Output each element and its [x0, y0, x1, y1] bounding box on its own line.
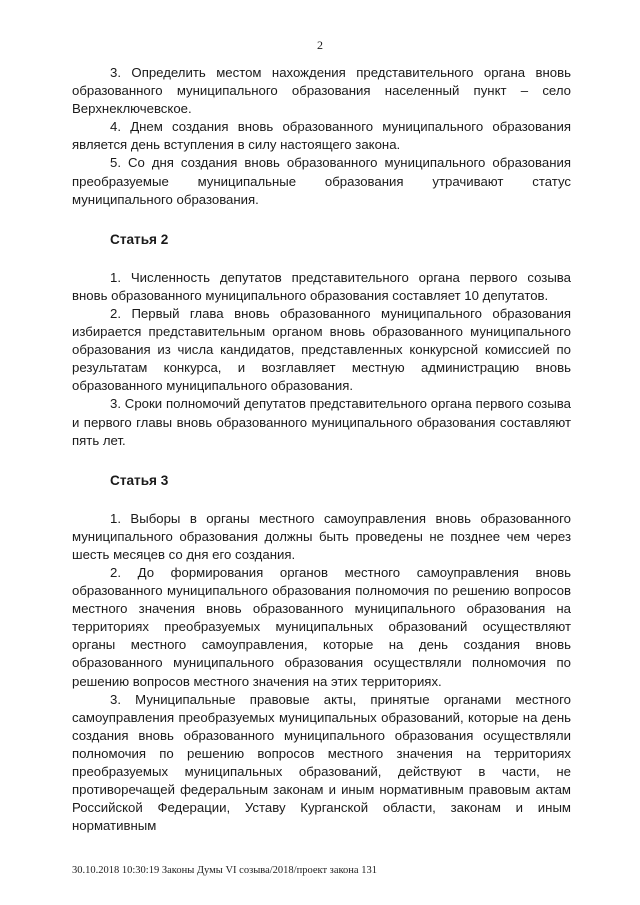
document-body — [72, 64, 571, 835]
document-footer: 30.10.2018 10:30:19 Законы Думы VI созыва/2018/проект закона 131 — [72, 865, 377, 876]
paragraph-1-5: 5. Со дня создания вновь образованного муниципального образования преобразуемые муниципальные образования утрачивают статус муниципального образования. — [72, 155, 571, 207]
paragraph-3-1: 1. Выборы в органы местного самоуправления вновь образованного муниципального образования должны быть проведены не позднее чем через шесть месяцев со дня его создания. — [72, 510, 571, 562]
paragraph-2-2: 2. Первый глава вновь образованного муниципального образования избирается представительным органом вновь образованного муниципального образования из числа кандидатов, представленных конкурсной комиссией по результатам конкурса, и возглавляет местную администрацию вновь образованного муниципального образования. — [72, 305, 571, 394]
paragraph-1-4: 4. Днем создания вновь образованного муниципального образования является день вступления в силу настоящего закона. — [72, 119, 571, 153]
article-3-heading: Статья 3 — [110, 472, 169, 488]
article-2-heading: Статья 2 — [110, 231, 169, 247]
paragraph-3-2: 2. До формирования органов местного самоуправления вновь образованного муниципального образования полномочия по решению вопросов местного значения вновь образованного муниципального образования на территориях преобразуемых муниципальных образований осуществляют органы местного самоуправления, которые на день создания вновь образованного муниципального образования осуществляли полномочия по решению вопросов местного значения на этих территориях. — [72, 564, 571, 689]
paragraph-3-3: 3. Муниципальные правовые акты, принятые органами местного самоуправления преобразуемых муниципальных образований, которые на день создания вновь образованного муниципального образования осуществляли полномочия по решению вопросов местного значения на территориях преобразуемых муниципальных образований, действуют в части, не противоречащей федеральным законам и иным нормативным правовым актам Российской Федерации, Уставу Курганской области, законам и иным нормативным — [72, 691, 571, 834]
page-number: 2 — [317, 38, 323, 52]
paragraph-2-1: 1. Численность депутатов представительного органа первого созыва вновь образованного муниципального образования составляет 10 депутатов. — [72, 269, 571, 303]
paragraph-2-3: 3. Сроки полномочий депутатов представительного органа первого созыва и первого главы вновь образованного муниципального образования составляют пять лет. — [72, 396, 571, 448]
paragraph-1-3: 3. Определить местом нахождения представительного органа вновь образованного муниципального образования населенный пункт – село Верхнеключевское. — [72, 65, 571, 117]
